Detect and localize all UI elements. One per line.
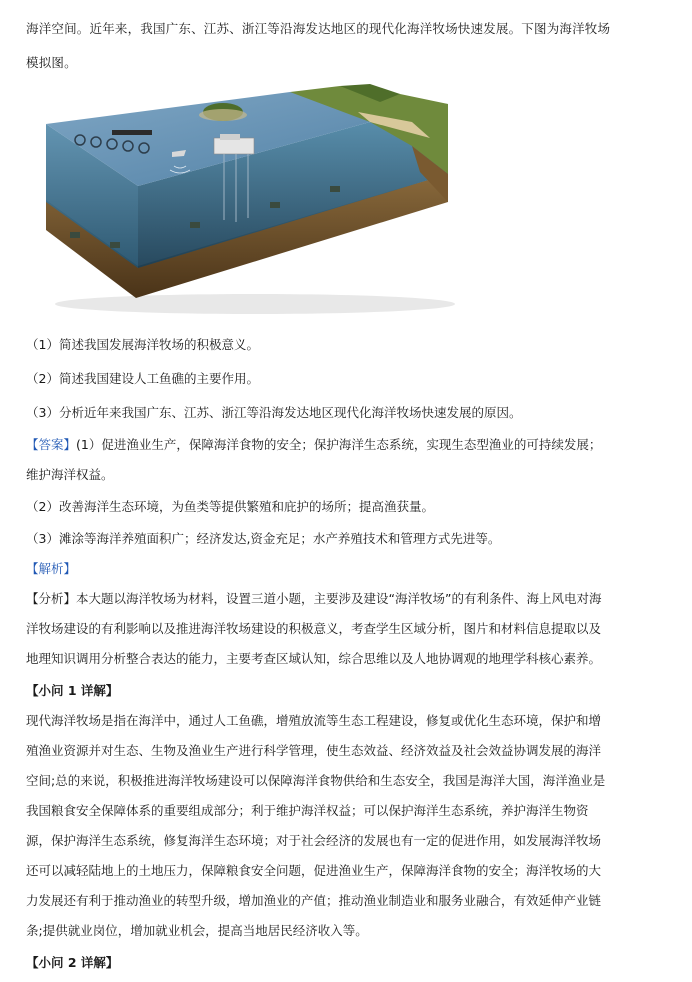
fenxi-line-1: 【分析】本大题以海洋牧场为材料，设置三道小题，主要涉及建设“海洋牧场”的有利条件、海上风电对海 bbox=[26, 591, 602, 606]
q1-line-7: 力发展还有利于推动渔业的转型升级，增加渔业的产值；推动渔业制造业和服务业融合，有效延伸产业链 bbox=[26, 893, 602, 908]
question-1: （1）简述我国发展海洋牧场的积极意义。 bbox=[26, 337, 259, 352]
q1-heading: 【小问 1 详解】 bbox=[26, 683, 119, 698]
q1-line-6: 还可以减轻陆地上的土地压力，保障粮食安全问题，促进渔业生产，保障海洋食物的安全；海洋牧场的大 bbox=[26, 863, 602, 878]
question-3: （3）分析近年来我国广东、江苏、浙江等沿海发达地区现代化海洋牧场快速发展的原因。 bbox=[26, 405, 522, 420]
answer-line-1 bbox=[26, 436, 601, 454]
q1-line-3: 空间;总的来说，积极推进海洋牧场建设可以保障海洋食物供给和生态安全，我国是海洋大国，海洋渔业是 bbox=[26, 773, 606, 788]
q1-line-1: 现代海洋牧场是指在海洋中，通过人工鱼礁，增殖放流等生态工程建设，修复或优化生态环境，保护和增 bbox=[26, 713, 602, 728]
intro-line-1: 海洋空间。近年来，我国广东、江苏、浙江等沿海发达地区的现代化海洋牧场快速发展。下图为海洋牧场 bbox=[26, 21, 611, 36]
intro-line-2: 模拟图。 bbox=[26, 55, 77, 70]
fenxi-line-2: 洋牧场建设的有利影响以及推进海洋牧场建设的积极意义，考查学生区域分析，图片和材料信息提取以及 bbox=[26, 621, 602, 636]
fenxi-line-3: 地理知识调用分析整合表达的能力，主要考查区域认知，综合思维以及人地协调观的地理学科核心素养。 bbox=[26, 651, 602, 666]
analysis-tag: 【解析】 bbox=[26, 561, 77, 576]
answer-line-1-text: (1）促进渔业生产，保障海洋食物的安全；保护海洋生态系统，实现生态型渔业的可持续发展； bbox=[76, 437, 602, 452]
q1-line-8: 条;提供就业岗位，增加就业机会，提高当地居民经济收入等。 bbox=[26, 923, 368, 938]
q2-heading: 【小问 2 详解】 bbox=[26, 955, 119, 970]
question-2: （2）简述我国建设人工鱼礁的主要作用。 bbox=[26, 371, 259, 386]
q1-line-5: 源，保护海洋生态系统，修复海洋生态环境；对于社会经济的发展也有一定的促进作用，如发展海洋牧场 bbox=[26, 833, 602, 848]
answer-line-4: （3）滩涂等海洋养殖面积广；经济发达,资金充足；水产养殖技术和管理方式先进等。 bbox=[26, 531, 501, 546]
q1-line-2: 殖渔业资源并对生态、生物及渔业生产进行科学管理，使生态效益、经济效益及社会效益协调发展的海洋 bbox=[26, 743, 602, 758]
q1-line-4: 我国粮食安全保障体系的重要组成部分；利于维护海洋权益；可以保护海洋生态系统，养护海洋生物资 bbox=[26, 803, 589, 818]
ocean-ranch-illustration bbox=[40, 82, 458, 318]
answer-line-2: 维护海洋权益。 bbox=[26, 467, 114, 482]
answer-tag: 【答案】 bbox=[26, 437, 77, 452]
answer-line-3: （2）改善海洋生态环境，为鱼类等提供繁殖和庇护的场所；提高渔获量。 bbox=[26, 499, 434, 514]
